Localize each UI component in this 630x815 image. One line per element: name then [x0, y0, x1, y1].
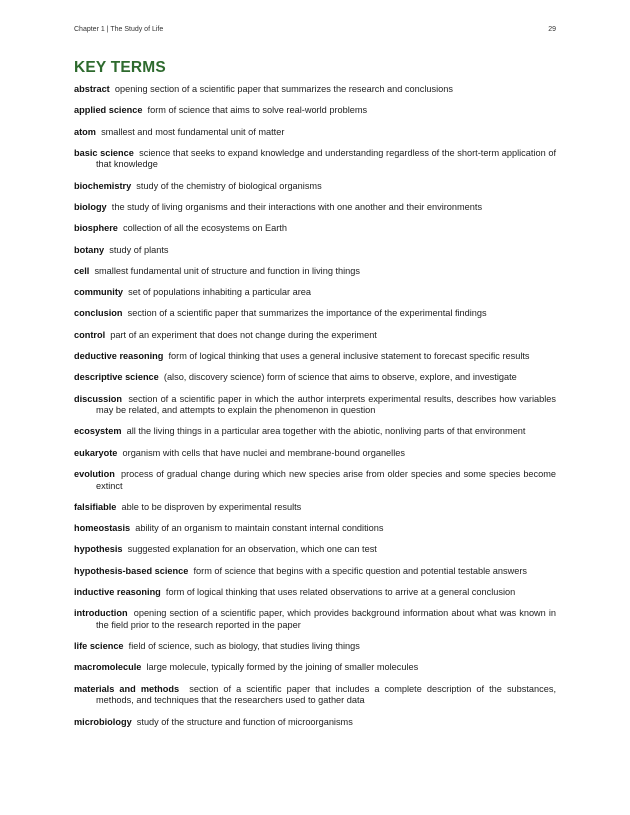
glossary-entry [74, 641, 556, 653]
glossary-definition: set of populations inhabiting a particular area [128, 287, 311, 298]
glossary-entry [74, 84, 556, 96]
glossary-entry [74, 287, 556, 299]
glossary-entry [74, 426, 556, 438]
glossary-entry [74, 523, 556, 535]
glossary-term: introduction [74, 608, 128, 619]
chapter-title: Chapter 1 | The Study of Life [74, 26, 164, 33]
glossary-entry [74, 351, 556, 363]
glossary-entry [74, 662, 556, 674]
glossary-definition: study of plants [109, 244, 169, 255]
glossary-entry [74, 148, 556, 171]
glossary-definition: collection of all the ecosystems on Earth [123, 223, 287, 234]
glossary-definition: science that seeks to expand knowledge and understanding regardless of the short-term application of that knowledge [96, 147, 557, 170]
glossary-definition: suggested explanation for an observation, which one can test [127, 544, 377, 555]
glossary-definition: study of the structure and function of microorganisms [136, 716, 353, 727]
glossary-definition: form of science that aims to solve real-world problems [147, 105, 368, 116]
glossary-definition: form of science that begins with a specific question and potential testable answers [193, 565, 527, 576]
glossary-entry [74, 181, 556, 193]
glossary-entry [74, 330, 556, 342]
glossary-definition: section of a scientific paper that summarizes the importance of the experimental findings [127, 308, 487, 319]
glossary-definition: the study of living organisms and their interactions with one another and their environments [111, 202, 483, 212]
glossary-entry [74, 566, 556, 578]
glossary-term: abstract [74, 84, 110, 94]
glossary-term: materials and methods [74, 683, 180, 694]
glossary-definition: section of a scientific paper in which the author interprets experimental results, describes how variables may be related, and attempts to explain the phenomenon in question [96, 393, 556, 416]
glossary-term: deductive reasoning [74, 350, 164, 361]
glossary-entry [74, 544, 556, 556]
running-header [74, 26, 556, 36]
glossary-definition: form of logical thinking that uses a general inclusive statement to forecast specific results [168, 350, 530, 361]
section-title: KEY TERMS [74, 59, 166, 76]
glossary-term: hypothesis-based science [74, 565, 189, 576]
glossary-definition: form of logical thinking that uses related observations to arrive at a general conclusion [165, 586, 516, 597]
glossary-entry [74, 372, 556, 384]
glossary-definition: large molecule, typically formed by the joining of smaller molecules [146, 662, 419, 673]
glossary-entry [74, 308, 556, 320]
glossary-definition: opening section of a scientific paper, which provides background information about what was known in the field prior to the research reported in the paper [96, 608, 557, 630]
glossary-term: evolution [74, 468, 115, 479]
glossary-list [74, 84, 556, 738]
glossary-term: botany [74, 244, 105, 255]
glossary-term: falsifiable [74, 501, 117, 512]
glossary-term: eukaryote [74, 447, 118, 458]
glossary-term: inductive reasoning [74, 586, 161, 597]
glossary-term: control [74, 329, 106, 340]
glossary-entry [74, 502, 556, 514]
glossary-entry [74, 587, 556, 599]
glossary-term: homeostasis [74, 523, 131, 534]
glossary-definition: opening section of a scientific paper that summarizes the research and conclusions [114, 84, 453, 94]
glossary-term: conclusion [74, 308, 123, 319]
glossary-term: descriptive science [74, 372, 159, 383]
glossary-term: atom [74, 126, 96, 137]
glossary-entry [74, 608, 556, 631]
glossary-entry [74, 105, 556, 117]
glossary-definition: (also, discovery science) form of science that aims to observe, explore, and investigate [163, 372, 517, 383]
page-number: 29 [548, 26, 556, 33]
glossary-definition: study of the chemistry of biological organisms [136, 180, 322, 191]
glossary-entry [74, 684, 556, 707]
glossary-term: ecosystem [74, 426, 122, 437]
glossary-entry [74, 469, 556, 492]
glossary-definition: process of gradual change during which new species arise from older species and some species become extinct [96, 468, 556, 491]
glossary-term: macromolecule [74, 662, 142, 673]
glossary-entry [74, 717, 556, 729]
glossary-definition: all the living things in a particular area together with the abiotic, nonliving parts of that environment [126, 426, 526, 437]
glossary-definition: section of a scientific paper that includes a complete description of the substances, methods, and techniques that the researchers used to gather data [96, 683, 556, 706]
glossary-entry [74, 127, 556, 139]
glossary-term: basic science [74, 147, 134, 158]
glossary-entry [74, 266, 556, 278]
glossary-definition: smallest fundamental unit of structure and function in living things [94, 265, 361, 276]
glossary-term: applied science [74, 105, 143, 116]
glossary-term: biosphere [74, 223, 118, 234]
glossary-entry [74, 448, 556, 460]
glossary-entry [74, 202, 556, 214]
glossary-term: life science [74, 641, 124, 652]
glossary-term: cell [74, 265, 90, 276]
glossary-entry [74, 223, 556, 235]
glossary-term: biochemistry [74, 180, 132, 191]
glossary-definition: able to be disproven by experimental results [121, 501, 302, 512]
glossary-term: hypothesis [74, 544, 123, 555]
glossary-definition: ability of an organism to maintain constant internal conditions [135, 523, 384, 534]
glossary-entry [74, 394, 556, 417]
glossary-entry [74, 245, 556, 257]
glossary-definition: part of an experiment that does not change during the experiment [110, 329, 377, 340]
glossary-term: biology [74, 202, 107, 212]
glossary-term: microbiology [74, 716, 132, 727]
glossary-definition: organism with cells that have nuclei and membrane-bound organelles [122, 447, 405, 458]
glossary-term: community [74, 287, 124, 298]
glossary-term: discussion [74, 393, 122, 404]
glossary-definition: field of science, such as biology, that studies living things [128, 641, 360, 652]
glossary-definition: smallest and most fundamental unit of matter [101, 126, 285, 137]
